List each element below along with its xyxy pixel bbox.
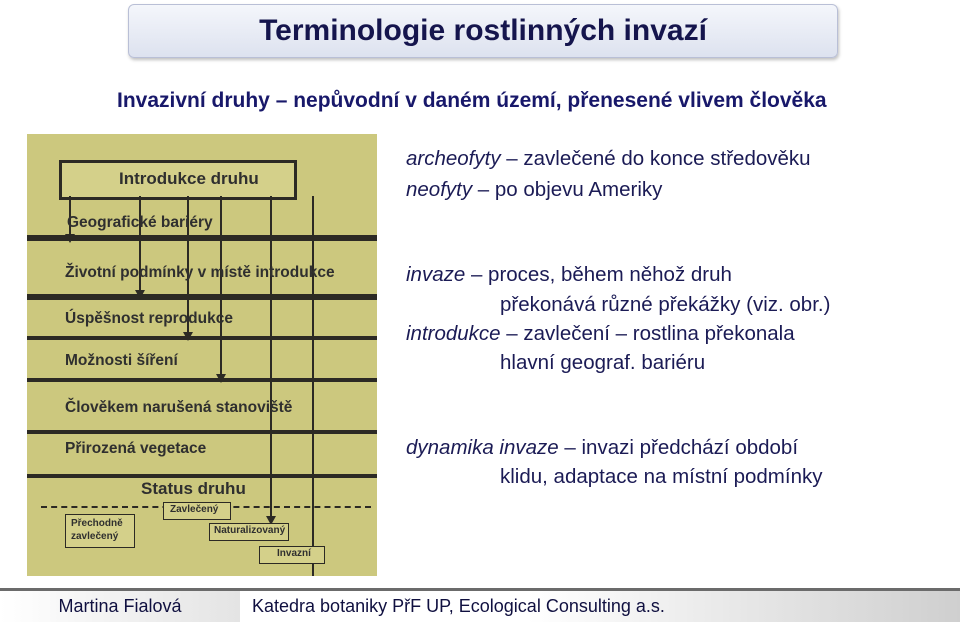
barrier-label: Úspěšnost reprodukce — [65, 310, 233, 327]
arrow-head — [135, 290, 145, 299]
barrier-label: Životní podmínky v místě introdukce — [65, 264, 335, 281]
term-neofyty: neofyty — [406, 178, 473, 201]
def-dynamika — [406, 436, 798, 460]
arrow-head — [216, 374, 226, 383]
arrow-head — [183, 332, 193, 341]
barrier-bar — [27, 430, 377, 434]
photo-header-label: Introdukce druhu — [119, 169, 259, 188]
text-introdukce-1: – zavlečení – rostlina překonala — [500, 322, 795, 345]
barrier-label: Možnosti šíření — [65, 352, 178, 369]
barrier-bar — [27, 294, 377, 300]
status-title: Status druhu — [141, 479, 246, 498]
subtitle: Invazivní druhy – nepůvodní v daném území, přenesené vlivem člověka — [117, 89, 827, 112]
arrow-line — [312, 196, 314, 576]
term-invaze: invaze — [406, 263, 466, 286]
arrow-line — [220, 196, 222, 380]
barrier-label: Člověkem narušená stanoviště — [65, 399, 293, 416]
text-invaze-2: překonává různé překážky (viz. obr.) — [500, 293, 831, 316]
barrier-label: Přirozená vegetace — [65, 440, 207, 457]
text-invaze-1: – proces, během něhož druh — [465, 263, 732, 286]
def-archeofyty — [406, 147, 811, 171]
term-archeofyty: archeofyty — [406, 147, 501, 170]
arrow-line — [270, 196, 272, 520]
text-dynamika-1: – invazi předchází období — [558, 436, 799, 459]
barrier-bar — [27, 378, 377, 382]
footer-author: Martina Fialová — [0, 591, 240, 622]
status-item: Naturalizovaný — [214, 525, 286, 536]
def-neofyty — [406, 178, 662, 202]
footer-institution: Katedra botaniky PřF UP, Ecological Consulting a.s. — [240, 591, 960, 622]
term-dynamika: dynamika invaze — [406, 436, 559, 459]
text-archeofyty: – zavlečené do konce středověku — [500, 147, 811, 170]
status-item: Zavlečený — [170, 504, 219, 515]
page-title: Terminologie rostlinných invazí — [259, 14, 707, 47]
title-box — [128, 4, 838, 58]
text-introdukce-2: hlavní geograf. bariéru — [500, 351, 706, 374]
barrier-bar — [27, 235, 377, 241]
invasion-diagram-photo — [27, 134, 377, 576]
arrow-head — [65, 234, 75, 243]
def-invaze — [406, 263, 732, 287]
status-item: Přechodně zavlečený — [71, 518, 123, 542]
text-neofyty: – po objevu Ameriky — [472, 178, 663, 201]
barrier-bar — [27, 336, 377, 340]
barrier-bar — [27, 474, 377, 478]
status-item: Invazní — [277, 548, 311, 559]
term-introdukce: introdukce — [406, 322, 501, 345]
def-introdukce — [406, 322, 795, 346]
text-dynamika-2: klidu, adaptace na místní podmínky — [500, 465, 823, 488]
barrier-label: Geografické bariéry — [67, 214, 213, 231]
